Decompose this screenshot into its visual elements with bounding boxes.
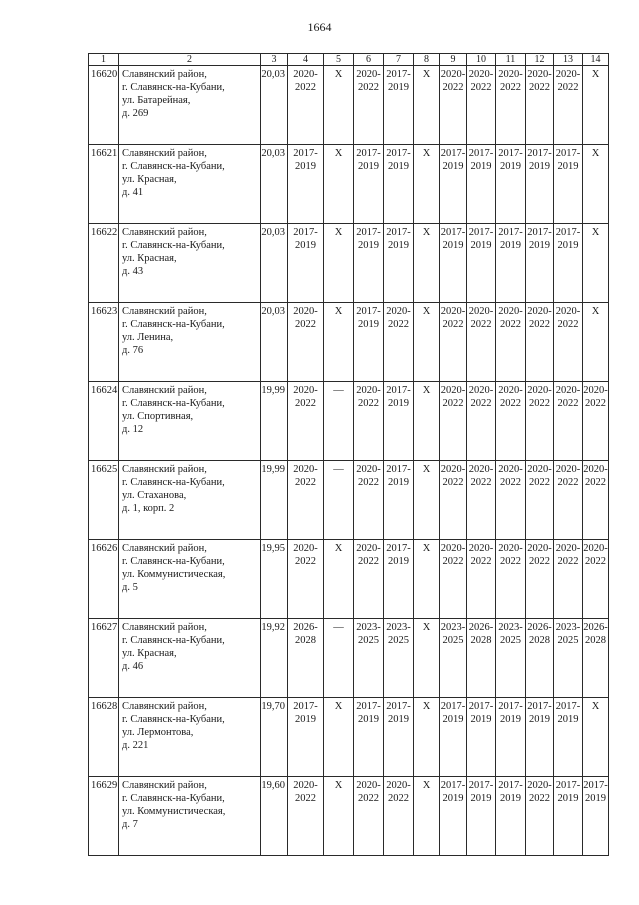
page-number: 1664 [307,20,332,34]
address-line: д. 76 [122,345,144,356]
area-cell: 19,95 [261,540,288,619]
column-header: 1 [89,54,119,66]
period-cell: 2020- 2022 [467,382,496,461]
period-cell: 2020- 2022 [440,303,467,382]
table-row [89,619,609,698]
column-header: 12 [526,54,554,66]
period-cell: 2017- 2019 [526,698,554,777]
address-cell [119,461,261,540]
period-cell: 2020- 2022 [288,777,324,856]
area-cell: 19,70 [261,698,288,777]
mark-cell: X [414,224,440,303]
period-cell: 2023- 2025 [496,619,526,698]
row-number: 16622 [89,224,119,303]
period-cell: 2017- 2019 [440,698,467,777]
area-cell: 20,03 [261,224,288,303]
row-number: 16629 [89,777,119,856]
address-line: ул. Стаханова, [122,490,187,501]
mark-cell: X [414,382,440,461]
period-cell: 2020- 2022 [354,540,384,619]
period-cell: 2020- 2022 [354,777,384,856]
area-cell: 19,92 [261,619,288,698]
period-cell: 2017- 2019 [354,224,384,303]
period-cell: 2017- 2019 [384,540,414,619]
period-cell: 2020- 2022 [583,461,609,540]
period-cell: 2026- 2028 [467,619,496,698]
period-cell: 2020- 2022 [496,540,526,619]
period-cell: 2020- 2022 [496,461,526,540]
mark-cell: X [324,777,354,856]
address-line: г. Славянск-на-Кубани, [122,556,225,567]
period-cell: 2017- 2019 [440,777,467,856]
address-line: д. 12 [122,424,144,435]
mark-cell: X [414,777,440,856]
period-cell: 2020- 2022 [554,461,583,540]
address-line: г. Славянск-на-Кубани, [122,319,225,330]
table-row [89,145,609,224]
address-cell [119,66,261,145]
address-line: д. 7 [122,819,138,830]
period-cell: 2020- 2022 [467,461,496,540]
address-line: ул. Батарейная, [122,95,191,106]
address-line: Славянский район, [122,622,207,633]
table-row [89,461,609,540]
address-line: г. Славянск-на-Кубани, [122,793,225,804]
area-cell: 20,03 [261,145,288,224]
mark-cell: X [583,66,609,145]
area-cell: 20,03 [261,303,288,382]
address-line: Славянский район, [122,306,207,317]
mark-cell: X [414,540,440,619]
area-cell: 19,99 [261,382,288,461]
period-cell: 2020- 2022 [554,66,583,145]
period-cell: 2017- 2019 [467,145,496,224]
address-line: Славянский район, [122,464,207,475]
period-cell: 2023- 2025 [384,619,414,698]
address-cell [119,303,261,382]
period-cell: 2020- 2022 [526,66,554,145]
column-header: 8 [414,54,440,66]
address-line: Славянский район, [122,69,207,80]
address-line: г. Славянск-на-Кубани, [122,82,225,93]
period-cell: 2020- 2022 [583,382,609,461]
address-line: Славянский район, [122,385,207,396]
period-cell: 2023- 2025 [554,619,583,698]
period-cell: 2017- 2019 [496,777,526,856]
address-line: Славянский район, [122,780,207,791]
period-cell: 2017- 2019 [354,145,384,224]
address-line: ул. Спортивная, [122,411,194,422]
period-cell: 2020- 2022 [354,66,384,145]
address-line: д. 43 [122,266,144,277]
address-line: г. Славянск-на-Кубани, [122,477,225,488]
address-line: г. Славянск-на-Кубани, [122,240,225,251]
column-header: 13 [554,54,583,66]
address-line: ул. Ленина, [122,332,174,343]
period-cell: 2017- 2019 [554,698,583,777]
period-cell: 2017- 2019 [288,145,324,224]
mark-cell: X [583,303,609,382]
period-cell: 2020- 2022 [526,461,554,540]
period-cell: 2020- 2022 [554,382,583,461]
period-cell: 2020- 2022 [496,382,526,461]
period-cell: 2020- 2022 [440,66,467,145]
row-number: 16628 [89,698,119,777]
address-cell [119,698,261,777]
mark-cell: X [324,145,354,224]
mark-cell: — [324,461,354,540]
address-cell [119,145,261,224]
mark-cell: X [414,303,440,382]
period-cell: 2026- 2028 [288,619,324,698]
row-number: 16621 [89,145,119,224]
mark-cell: X [414,66,440,145]
address-line: ул. Коммунистическая, [122,569,226,580]
period-cell: 2017- 2019 [384,382,414,461]
column-header: 11 [496,54,526,66]
address-line: г. Славянск-на-Кубани, [122,714,225,725]
mark-cell: X [414,461,440,540]
period-cell: 2020- 2022 [384,303,414,382]
address-line: ул. Лермонтова, [122,727,194,738]
column-header: 6 [354,54,384,66]
row-number: 16626 [89,540,119,619]
data-table [88,53,609,856]
period-cell: 2020- 2022 [384,777,414,856]
period-cell: 2020- 2022 [288,382,324,461]
period-cell: 2017- 2019 [440,145,467,224]
table-row [89,224,609,303]
table-body [89,54,609,856]
column-header: 10 [467,54,496,66]
address-cell [119,540,261,619]
address-line: д. 41 [122,187,144,198]
table-row [89,303,609,382]
period-cell: 2020- 2022 [440,540,467,619]
period-cell: 2023- 2025 [354,619,384,698]
mark-cell: — [324,619,354,698]
period-cell: 2017- 2019 [496,698,526,777]
address-line: г. Славянск-на-Кубани, [122,398,225,409]
address-cell [119,777,261,856]
period-cell: 2017- 2019 [554,145,583,224]
address-cell [119,382,261,461]
column-header: 9 [440,54,467,66]
column-header: 2 [119,54,261,66]
mark-cell: X [324,224,354,303]
mark-cell: X [324,540,354,619]
address-line: ул. Красная, [122,648,177,659]
period-cell: 2020- 2022 [526,777,554,856]
row-number: 16625 [89,461,119,540]
period-cell: 2017- 2019 [384,224,414,303]
area-cell: 19,99 [261,461,288,540]
period-cell: 2017- 2019 [440,224,467,303]
period-cell: 2020- 2022 [583,540,609,619]
address-line: д. 1, корп. 2 [122,503,175,514]
period-cell: 2017- 2019 [354,698,384,777]
period-cell: 2017- 2019 [384,66,414,145]
address-line: Славянский район, [122,543,207,554]
period-cell: 2020- 2022 [554,540,583,619]
period-cell: 2017- 2019 [554,777,583,856]
address-line: Славянский район, [122,148,207,159]
row-number: 16620 [89,66,119,145]
period-cell: 2017- 2019 [526,145,554,224]
period-cell: 2020- 2022 [354,382,384,461]
period-cell: 2017- 2019 [384,461,414,540]
mark-cell: — [324,382,354,461]
period-cell: 2020- 2022 [496,303,526,382]
period-cell: 2017- 2019 [288,698,324,777]
period-cell: 2020- 2022 [467,303,496,382]
period-cell: 2017- 2019 [467,777,496,856]
period-cell: 2020- 2022 [467,66,496,145]
period-cell: 2020- 2022 [288,66,324,145]
row-number: 16624 [89,382,119,461]
period-cell: 2020- 2022 [526,303,554,382]
period-cell: 2020- 2022 [288,540,324,619]
address-line: Славянский район, [122,701,207,712]
period-cell: 2017- 2019 [583,777,609,856]
mark-cell: X [414,698,440,777]
address-line: г. Славянск-на-Кубани, [122,161,225,172]
address-line: ул. Красная, [122,253,177,264]
table-row [89,66,609,145]
period-cell: 2017- 2019 [354,303,384,382]
period-cell: 2017- 2019 [384,145,414,224]
mark-cell: X [414,145,440,224]
period-cell: 2023- 2025 [440,619,467,698]
period-cell: 2020- 2022 [440,461,467,540]
row-number: 16623 [89,303,119,382]
period-cell: 2020- 2022 [467,540,496,619]
table-row [89,777,609,856]
period-cell: 2020- 2022 [496,66,526,145]
column-header: 14 [583,54,609,66]
mark-cell: X [324,66,354,145]
address-line: г. Славянск-на-Кубани, [122,635,225,646]
mark-cell: X [583,224,609,303]
row-number: 16627 [89,619,119,698]
period-cell: 2020- 2022 [554,303,583,382]
column-header: 4 [288,54,324,66]
area-cell: 19,60 [261,777,288,856]
period-cell: 2017- 2019 [384,698,414,777]
period-cell: 2026- 2028 [526,619,554,698]
address-line: Славянский район, [122,227,207,238]
period-cell: 2017- 2019 [467,698,496,777]
period-cell: 2026- 2028 [583,619,609,698]
period-cell: 2017- 2019 [554,224,583,303]
period-cell: 2017- 2019 [467,224,496,303]
column-header: 7 [384,54,414,66]
mark-cell: X [324,303,354,382]
address-line: д. 221 [122,740,149,751]
period-cell: 2017- 2019 [496,224,526,303]
period-cell: 2017- 2019 [496,145,526,224]
address-cell [119,224,261,303]
address-line: д. 269 [122,108,149,119]
address-line: ул. Коммунистическая, [122,806,226,817]
mark-cell: X [583,145,609,224]
column-header: 5 [324,54,354,66]
period-cell: 2017- 2019 [288,224,324,303]
mark-cell: X [324,698,354,777]
mark-cell: X [414,619,440,698]
table-row [89,540,609,619]
address-cell [119,619,261,698]
period-cell: 2020- 2022 [288,303,324,382]
period-cell: 2020- 2022 [526,540,554,619]
address-line: ул. Красная, [122,174,177,185]
area-cell: 20,03 [261,66,288,145]
period-cell: 2020- 2022 [288,461,324,540]
period-cell: 2017- 2019 [526,224,554,303]
table-row [89,698,609,777]
period-cell: 2020- 2022 [354,461,384,540]
period-cell: 2020- 2022 [440,382,467,461]
column-header: 3 [261,54,288,66]
address-line: д. 5 [122,582,138,593]
table-row [89,382,609,461]
mark-cell: X [583,698,609,777]
address-line: д. 46 [122,661,144,672]
period-cell: 2020- 2022 [526,382,554,461]
table-header-row [89,54,609,66]
